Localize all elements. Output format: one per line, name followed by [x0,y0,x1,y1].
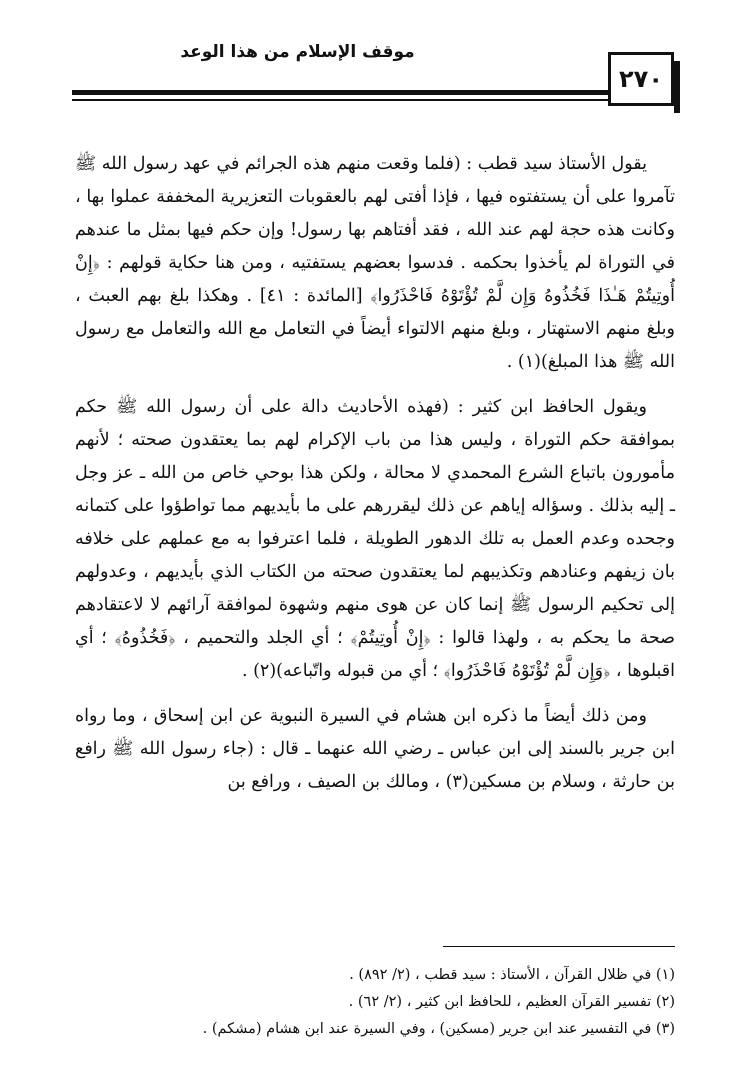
header-rule-thin [72,99,608,101]
page-header [0,0,750,110]
paragraph-2: ويقول الحافظ ابن كثير : (فهذه الأحاديث دالة على أن رسول الله ﷺ حكم بموافقة حكم التوراة ، وليس هذا من باب الإكرام لهم بما يعتقدون صحته ؛ لأنهم مأمورون باتباع الشرع المحمدي لا محالة ، ولكن هذا بوحي خاص من الله ـ عز وجل ـ إليه بذلك . وسؤاله إياهم عن ذلك ليقررهم على ما بأيديهم مما تواطؤوا على كتمانه وجحده وعدم العمل به تلك الدهور الطويلة ، فلما اعترفوا به مع عملهم على خلافه بان زيفهم وعنادهم وتكذيبهم لما يعتقدون صحته من الكتاب الذي بأيديهم ، وعدولهم إلى تحكيم الرسول ﷺ إنما كان عن هوى منهم وشهوة لموافقة آرائهم لا لاعتقادهم صحة ما يحكم به ، ولهذا قالوا : ﴿إِنْ أُوتِيتُمْ﴾ ؛ أي الجلد والتحميم ، ﴿فَخُذُوهُ﴾ ؛ أي اقبلوها ، ﴿وَإِن لَّمْ تُؤْتَوْهُ فَاحْذَرُوا﴾ ؛ أي من قبوله واتّباعه)(٢) . [75,397,675,681]
page-number-box [608,52,674,106]
page-number: ٢٧٠ [619,65,663,93]
footnote-2: (٢) تفسير القرآن العظيم ، للحافظ ابن كثير ، (٢/ ٦٢) . [348,994,675,1010]
running-title: موقف الإسلام من هذا الوعد [180,42,415,62]
paragraph-1: يقول الأستاذ سيد قطب : (فلما وقعت منهم هذه الجرائم في عهد رسول الله ﷺ تآمروا على أن يستفتوه فيها ، فإذا أفتى لهم بالعقوبات التعزيرية المخففة عملوا بها ، وكانت هذه حجة لهم عند الله ، فقد أفتاهم بها رسول! وإن حكم فيها بمثل ما عندهم في التوراة لم يأخذوا بحكمه . فدسوا بعضهم يستفتيه ، ومن هنا حكاية قولهم : ﴿إِنْ أُوتِيتُمْ هَـٰذَا فَخُذُوهُ وَإِن لَّمْ تُؤْتَوْهُ فَاحْذَرُوا﴾ [المائدة : ٤١] . وهكذا بلغ بهم العبث ، وبلغ منهم الاستهتار ، وبلغ منهم الالتواء أيضاً في التعامل مع الله والتعامل مع رسول الله ﷺ هذا المبلغ)(١) . [75,154,675,372]
footnote-3: (٣) في التفسير عند ابن جرير (مسكين) ، وفي السيرة عند ابن هشام (مشكم) . [202,1021,675,1037]
footnote-1: (١) في ظلال القرآن ، الأستاذ : سيد قطب ، (٢/ ٨٩٢) . [349,967,675,983]
body-text [75,148,675,811]
paragraph-3: ومن ذلك أيضاً ما ذكره ابن هشام في السيرة النبوية عن ابن إسحاق ، وما رواه ابن جرير بالسند إلى ابن عباس ـ رضي الله عنهما ـ قال : (جاء رسول الله ﷺ رافع بن حارثة ، وسلام بن مسكين(٣) ، ومالك بن الصيف ، ورافع بن [75,706,675,792]
header-rule-thick [72,90,608,95]
footnotes [75,962,675,1043]
footnote-separator [443,946,675,947]
